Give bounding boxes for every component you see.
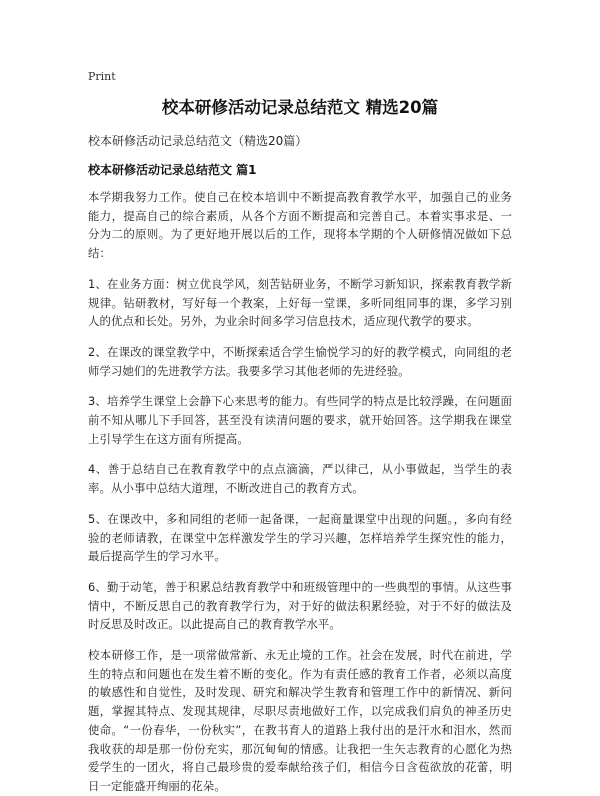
paragraph-intro: 本学期我努力工作。使自己在校本培训中不断提高教育教学水平，加强自己的业务能力，提高自己的综合素质，从各个方面不断提高和完善自己。本着实事求是、一分为二的原则。为了更好地开展以后的工作，现将本学期的个人研修情况做如下总结：: [88, 190, 512, 261]
section-heading: 校本研修活动记录总结范文 篇1: [88, 163, 257, 177]
paragraph-conclusion: 校本研修工作，是一项常做常新、永无止境的工作。社会在发展，时代在前进，学生的特点和问题也在发生着不断的变化。作为有责任感的教育工作者，必须以高度的敏感性和自觉性，及时发现、研究和解决学生教育和管理工作中的新情况、新问题，掌握其特点、发现其规律，尽职尽责地做好工作，以完成我们肩负的神圣历史使命。“一份春华，一份秋实”，在教书育人的道路上我付出的是汗水和泪水，然而我收获的却是那一份份充实，那沉甸甸的情感。让我把一生矢志教育的心愿化为热爱学生的一团火，将自己最珍贵的爱奉献给孩子们，相信今日含苞欲放的花蕾，明日一定能盛开绚丽的花朵。: [88, 648, 512, 793]
paragraph-point-2: 2、在课改的课堂教学中，不断探索适合学生愉悦学习的好的教学模式，向同组的老师学习她们的先进教学方法。我要多学习其他老师的先进经验。: [88, 344, 512, 378]
paragraph-point-6: 6、勤于动笔，善于积累总结教育教学中和班级管理中的一些典型的事情。从这些事情中，不断反思自己的教育教学行为，对于好的做法积累经验，对于不好的做法及时反思及时改正。以此提高自己的教育教学水平。: [88, 579, 512, 632]
document-title: 校本研修活动记录总结范文 精选20篇: [161, 98, 439, 117]
paragraph-point-4: 4、善于总结自己在教育教学中的点点滴滴，严以律己，从小事做起，当学生的表率。从小事中总结大道理，不断改进自己的教育方式。: [88, 462, 512, 496]
paragraph-point-1: 1、在业务方面：树立优良学风，刻苦钻研业务，不断学习新知识，探索教育教学新规律。钻研教材，写好每一个教案，上好每一堂课，多听同组同事的课，多学习别人的优点和长处。另外，为业余时间多学习信息技术，适应现代教学的要求。: [88, 276, 512, 329]
print-label[interactable]: Print: [88, 70, 116, 83]
paragraph-point-5: 5、在课改中，多和同组的老师一起备课，一起商量课堂中出现的问题。，多向有经验的老师请教，在课堂中怎样激发学生的学习兴趣，怎样培养学生探究性的能力，最后提高学生的学习水平。: [88, 511, 512, 564]
paragraph-point-3: 3、培养学生课堂上会静下心来思考的能力。有些同学的特点是比较浮躁，在问题面前不知从哪儿下手回答，甚至没有读清问题的要求，就开始回答。这学期我在课堂上引导学生在这方面有所提高。: [88, 394, 512, 446]
document-subtitle: 校本研修活动记录总结范文（精选20篇）: [88, 134, 308, 148]
